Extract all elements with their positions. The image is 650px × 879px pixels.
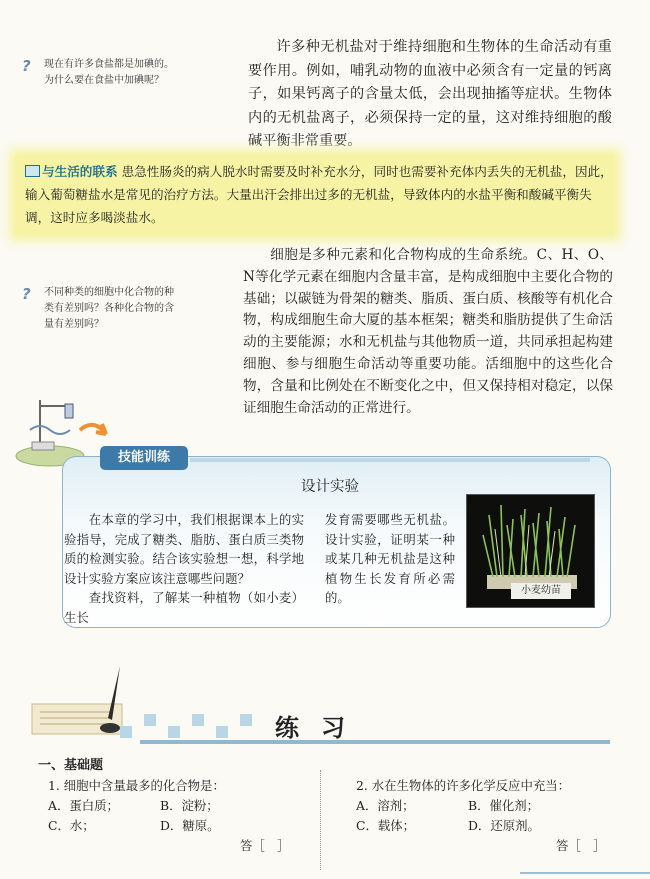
question-1-answer[interactable]: 答［ ］ bbox=[240, 838, 290, 853]
question-2-stem: 2. 水在生物体的许多化学反应中充当： bbox=[356, 778, 571, 793]
question-2-answer[interactable]: 答［ ］ bbox=[556, 838, 606, 853]
life-connection-label: 与生活的联系 bbox=[42, 164, 118, 179]
question-mark-icon: ? bbox=[22, 57, 31, 75]
book-icon bbox=[25, 165, 40, 177]
decor-square bbox=[216, 726, 228, 738]
margin-question-1-line1: 现在有许多食盐都是加碘的。 bbox=[44, 59, 174, 70]
skill-col1-p2: 查找资料，了解某一种植物（如小麦）生长 bbox=[64, 590, 304, 625]
question-2-option-c: C．载体； bbox=[356, 818, 416, 833]
skill-training-tab: 技能训练 bbox=[100, 446, 188, 470]
margin-question-1 bbox=[44, 57, 234, 89]
margin-question-2-line2: 类有差别吗？各种化合物的含 bbox=[44, 303, 174, 314]
question-2-option-a: A．溶剂； bbox=[356, 798, 415, 813]
wheat-seedling-photo bbox=[466, 494, 595, 608]
decor-square bbox=[144, 714, 156, 726]
question-1-option-b: B．淀粉； bbox=[160, 798, 219, 813]
skill-title: 设计实验 bbox=[301, 479, 359, 495]
question-2-option-b: B．催化剂； bbox=[468, 798, 540, 813]
section-basic-title: 一、基础题 bbox=[38, 758, 104, 773]
margin-question-2 bbox=[44, 285, 234, 333]
question-1-option-a: A．蛋白质； bbox=[48, 798, 119, 813]
skill-column-2: 发育需要哪些无机盐。设计实验，证明某一种或某几种无机盐是这种植物生长发育所必需的。 bbox=[325, 512, 455, 605]
decor-square bbox=[240, 714, 252, 726]
question-1-stem: 1. 细胞中含量最多的化合物是： bbox=[48, 778, 225, 793]
exercise-header-band bbox=[140, 740, 610, 744]
decor-square bbox=[120, 726, 132, 738]
exercise-title: 练习 bbox=[275, 713, 367, 742]
margin-question-1-line2: 为什么要在食盐中加碘呢？ bbox=[44, 75, 164, 86]
skill-column-1 bbox=[64, 510, 304, 627]
margin-question-2-line3: 量有差别吗？ bbox=[44, 319, 104, 330]
life-connection-text bbox=[25, 160, 615, 229]
margin-question-2-line1: 不同种类的细胞中化合物的种 bbox=[44, 287, 174, 298]
question-2-option-d: D．还原剂。 bbox=[468, 818, 540, 833]
skill-col1-p1: 在本章的学习中，我们根据课本上的实验指导，完成了糖类、脂肪、蛋白质三类物质的检测实验。结合该实验想一想，科学地设计实验方案应该注意哪些问题？ bbox=[64, 512, 304, 586]
question-1-option-d: D．糖原。 bbox=[160, 818, 220, 833]
question-1-option-c: C．水； bbox=[48, 818, 95, 833]
photo-caption: 小麦幼苗 bbox=[511, 583, 571, 599]
question-mark-icon: ? bbox=[22, 285, 31, 303]
skill-header-strip bbox=[190, 458, 590, 462]
decor-square bbox=[168, 726, 180, 738]
footer-rule bbox=[520, 872, 650, 874]
decor-square bbox=[192, 714, 204, 726]
life-connection-box bbox=[15, 155, 615, 235]
paragraph-inorganic-salts: 许多种无机盐对于维持细胞和生物体的生命活动有重要作用。例如，哺乳动物的血液中必须含有一定量的钙离子，如果钙离子的含量太低，会出现抽搐等症状。生物体内的无机盐离子，必须保持一定的量，这对维持细胞的酸碱平衡非常重要。 bbox=[248, 39, 612, 149]
paragraph-cell-system: 细胞是多种元素和化合物构成的生命系统。C、H、O、N等化学元素在细胞内含量丰富，是构成细胞中主要化合物的基础；以碳链为骨架的糖类、脂质、蛋白质、核酸等有机化合物，构成细胞生命大厦的基本框架；糖类和脂肪提供了生命活动的主要能源；水和无机盐与其他物质一道，共同承担起构建细胞、参与细胞生命活动等重要功能。活细胞中的这些化合物，含量和比例处在不断变化之中，但又保持相对稳定，以保证细胞生命活动的正常进行。 bbox=[243, 247, 613, 416]
column-divider bbox=[320, 770, 321, 870]
life-connection-body: 患急性肠炎的病人脱水时需要及时补充水分，同时也需要补充体内丢失的无机盐，因此，输入葡萄糖盐水是常见的治疗方法。大量出汗会排出过多的无机盐，导致体内的水盐平衡和酸碱平衡失调，这时应多喝淡盐水。 bbox=[25, 164, 613, 225]
